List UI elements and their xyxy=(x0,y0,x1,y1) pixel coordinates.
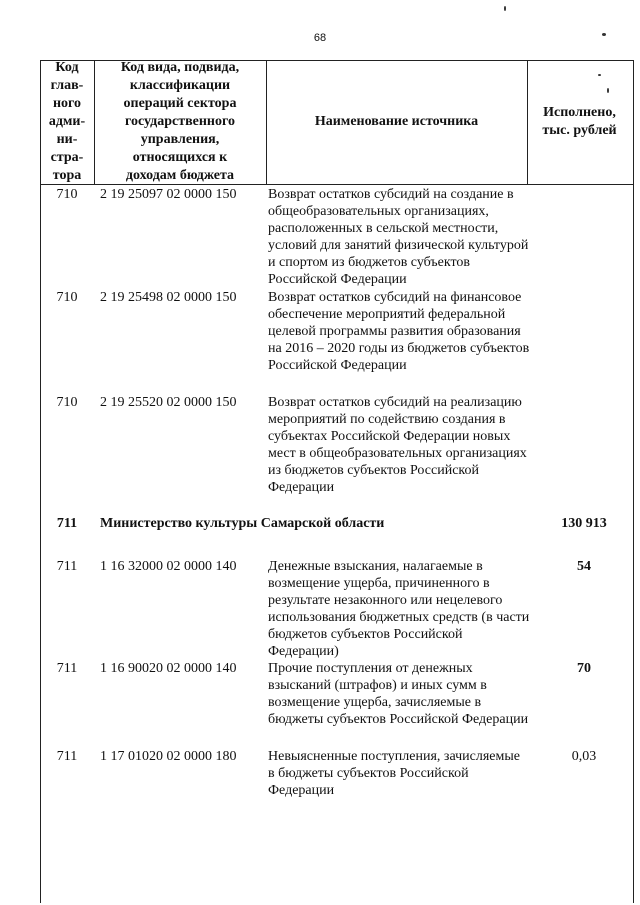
header-kbk: Код вида, подвида, классификации операций сектора государственного управления, относящихся к доходам бюджета xyxy=(120,60,240,183)
page-number: 68 xyxy=(313,32,327,44)
source-name: Возврат остатков субсидий на финансовое обеспечение мероприятий федеральной целевой программы развития образования на 2016 – 2020 годы из бюджетов субъектов Российской Федерации xyxy=(268,290,530,373)
source-name: Возврат остатков субсидий на создание в общеобразовательных организациях, расположенных в сельской местности, условий для занятий физической культурой и спортом из бюджетов субъектов Российской Федерации xyxy=(268,187,529,287)
scan-speck xyxy=(504,6,506,11)
header-amount: Исполнено, тыс. рублей xyxy=(542,105,617,138)
source-name: Возврат остатков субсидий на реализацию мероприятий по содействию создания в субъектах Российской Федерации новых мест в общеобразовательных организациях из бюджетов субъектов Российской Федерации xyxy=(268,395,527,495)
kbk-code: 1 17 01020 02 0000 180 xyxy=(100,749,237,764)
admin-code: 711 xyxy=(56,661,78,676)
ministry-amount: 130 913 xyxy=(561,516,607,531)
admin-code: 710 xyxy=(56,395,78,410)
source-name: Прочие поступления от денежных взысканий (штрафов) и иных сумм в возмещение ущерба, зачисляемые в бюджеты субъектов Российской Федерации xyxy=(268,661,529,727)
source-name: Денежные взыскания, налагаемые в возмещение ущерба, причиненного в результате незаконного или нецелевого использования бюджетных средств (в части бюджетов субъектов Российской Федерации) xyxy=(268,559,530,659)
admin-code: 711 xyxy=(56,749,78,764)
kbk-code: 2 19 25520 02 0000 150 xyxy=(100,395,237,410)
ministry-name: Министерство культуры Самарской области xyxy=(100,516,385,531)
amount: 0,03 xyxy=(571,749,597,764)
kbk-code: 2 19 25498 02 0000 150 xyxy=(100,290,237,305)
ministry-code: 711 xyxy=(56,516,78,531)
kbk-code: 1 16 32000 02 0000 140 xyxy=(100,559,237,574)
source-name: Невыясненные поступления, зачисляемые в бюджеты субъектов Российской Федерации xyxy=(268,749,520,798)
admin-code: 711 xyxy=(56,559,78,574)
amount: 70 xyxy=(577,661,591,676)
admin-code: 710 xyxy=(56,187,78,202)
kbk-code: 1 16 90020 02 0000 140 xyxy=(100,661,237,676)
header-source-name: Наименование источника xyxy=(314,114,479,129)
admin-code: 710 xyxy=(56,290,78,305)
header-admin-code: Код глав- ного адми- ни- стра- тора xyxy=(48,60,86,183)
amount: 54 xyxy=(577,559,591,574)
kbk-code: 2 19 25097 02 0000 150 xyxy=(100,187,237,202)
